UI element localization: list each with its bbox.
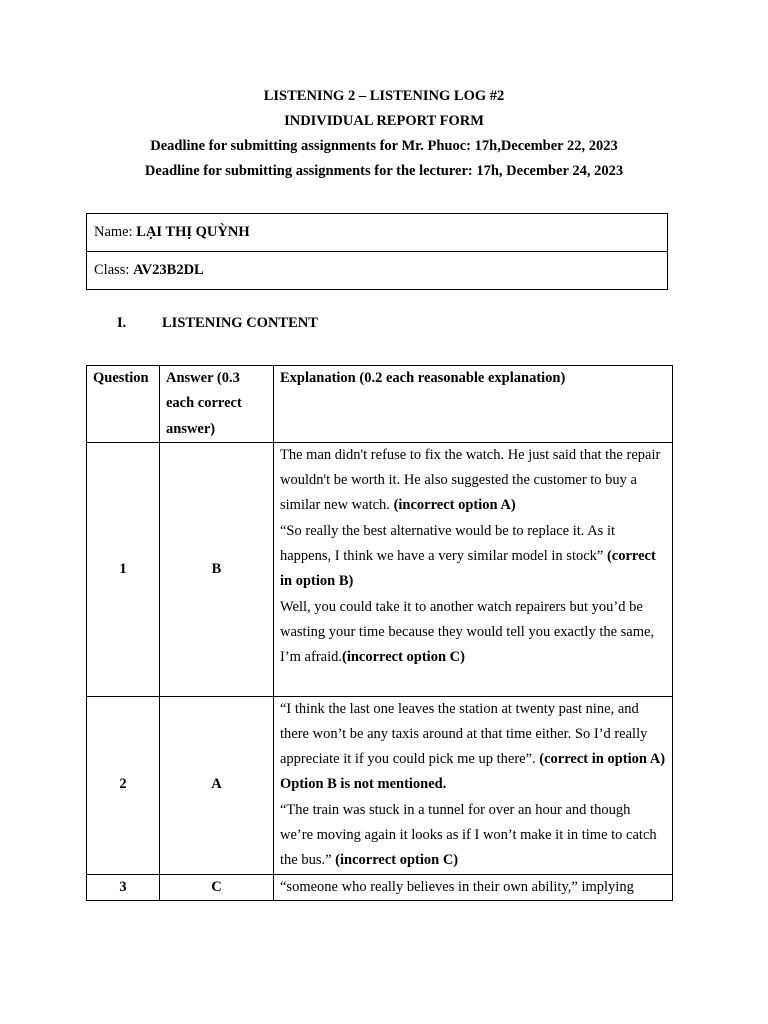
table-row: [87, 696, 673, 874]
explanation-verdict: (incorrect option A): [393, 497, 516, 514]
student-name: LẠI THỊ QUỲNH: [136, 224, 250, 240]
class-label: Class:: [94, 262, 134, 278]
deadline-lecturer: Deadline for submitting assignments for the lecturer: 17h, December 24, 2023: [144, 163, 624, 179]
explanation-verdict: (incorrect option C): [335, 852, 459, 869]
answer-value: A: [160, 696, 274, 874]
explanation-verdict: (correct in option B): [280, 548, 656, 590]
explanation-cell: [274, 442, 673, 696]
explanation-text: “The train was stuck in a tunnel for over an hour and though we’re moving again it looks as if I won’t make it in time to catch the bus.”: [280, 801, 657, 869]
table-row: [87, 874, 673, 900]
student-info-table: [86, 213, 668, 290]
section-heading: [117, 315, 318, 332]
explanation-text: “someone who really believes in their own ability,” implying: [280, 878, 634, 895]
report-title: LISTENING 2 – LISTENING LOG #2: [263, 88, 505, 104]
explanation-verdict: Option B is not mentioned.: [280, 776, 447, 793]
header-question: Question: [87, 366, 160, 443]
explanation-text: Well, you could take it to another watch repairers but you’d be wasting your time because they would tell you exactly the same, I’m afraid.: [280, 598, 655, 666]
class-row: [87, 252, 668, 290]
explanation-cell: [274, 874, 673, 900]
section-number: I.: [117, 315, 127, 331]
question-number: 3: [87, 874, 160, 900]
name-label: Name:: [94, 224, 137, 240]
answers-table: [86, 365, 673, 901]
table-header-row: [87, 366, 673, 443]
section-title: LISTENING CONTENT: [162, 315, 318, 331]
answer-value: B: [160, 442, 274, 696]
explanation-text: “So really the best alternative would be to replace it. As it happens, I think we have a very similar model in stock”: [280, 522, 616, 565]
explanation-text: The man didn't refuse to fix the watch. He just said that the repair wouldn't be worth it. He also suggested the customer to buy a similar new watch.: [280, 446, 661, 514]
deadline-phuoc: Deadline for submitting assignments for Mr. Phuoc: 17h,December 22, 2023: [150, 138, 618, 154]
answer-value: C: [160, 874, 274, 900]
form-title: INDIVIDUAL REPORT FORM: [284, 113, 484, 129]
student-class: AV23B2DL: [133, 262, 204, 278]
header-explanation: Explanation (0.2 each reasonable explanation): [274, 366, 673, 443]
name-row: [87, 214, 668, 252]
question-number: 1: [87, 442, 160, 696]
explanation-verdict: (incorrect option C): [342, 649, 465, 666]
table-row: [87, 442, 673, 696]
question-number: 2: [87, 696, 160, 874]
explanation-cell: [274, 696, 673, 874]
header-answer: Answer (0.3 each correct answer): [160, 366, 274, 443]
explanation-text: “I think the last one leaves the station at twenty past nine, and there won’t be any taxis around at that time either. So I’d really appreciate it if you could pick me up there”.: [280, 700, 648, 768]
explanation-verdict: (correct in option A): [539, 751, 666, 768]
